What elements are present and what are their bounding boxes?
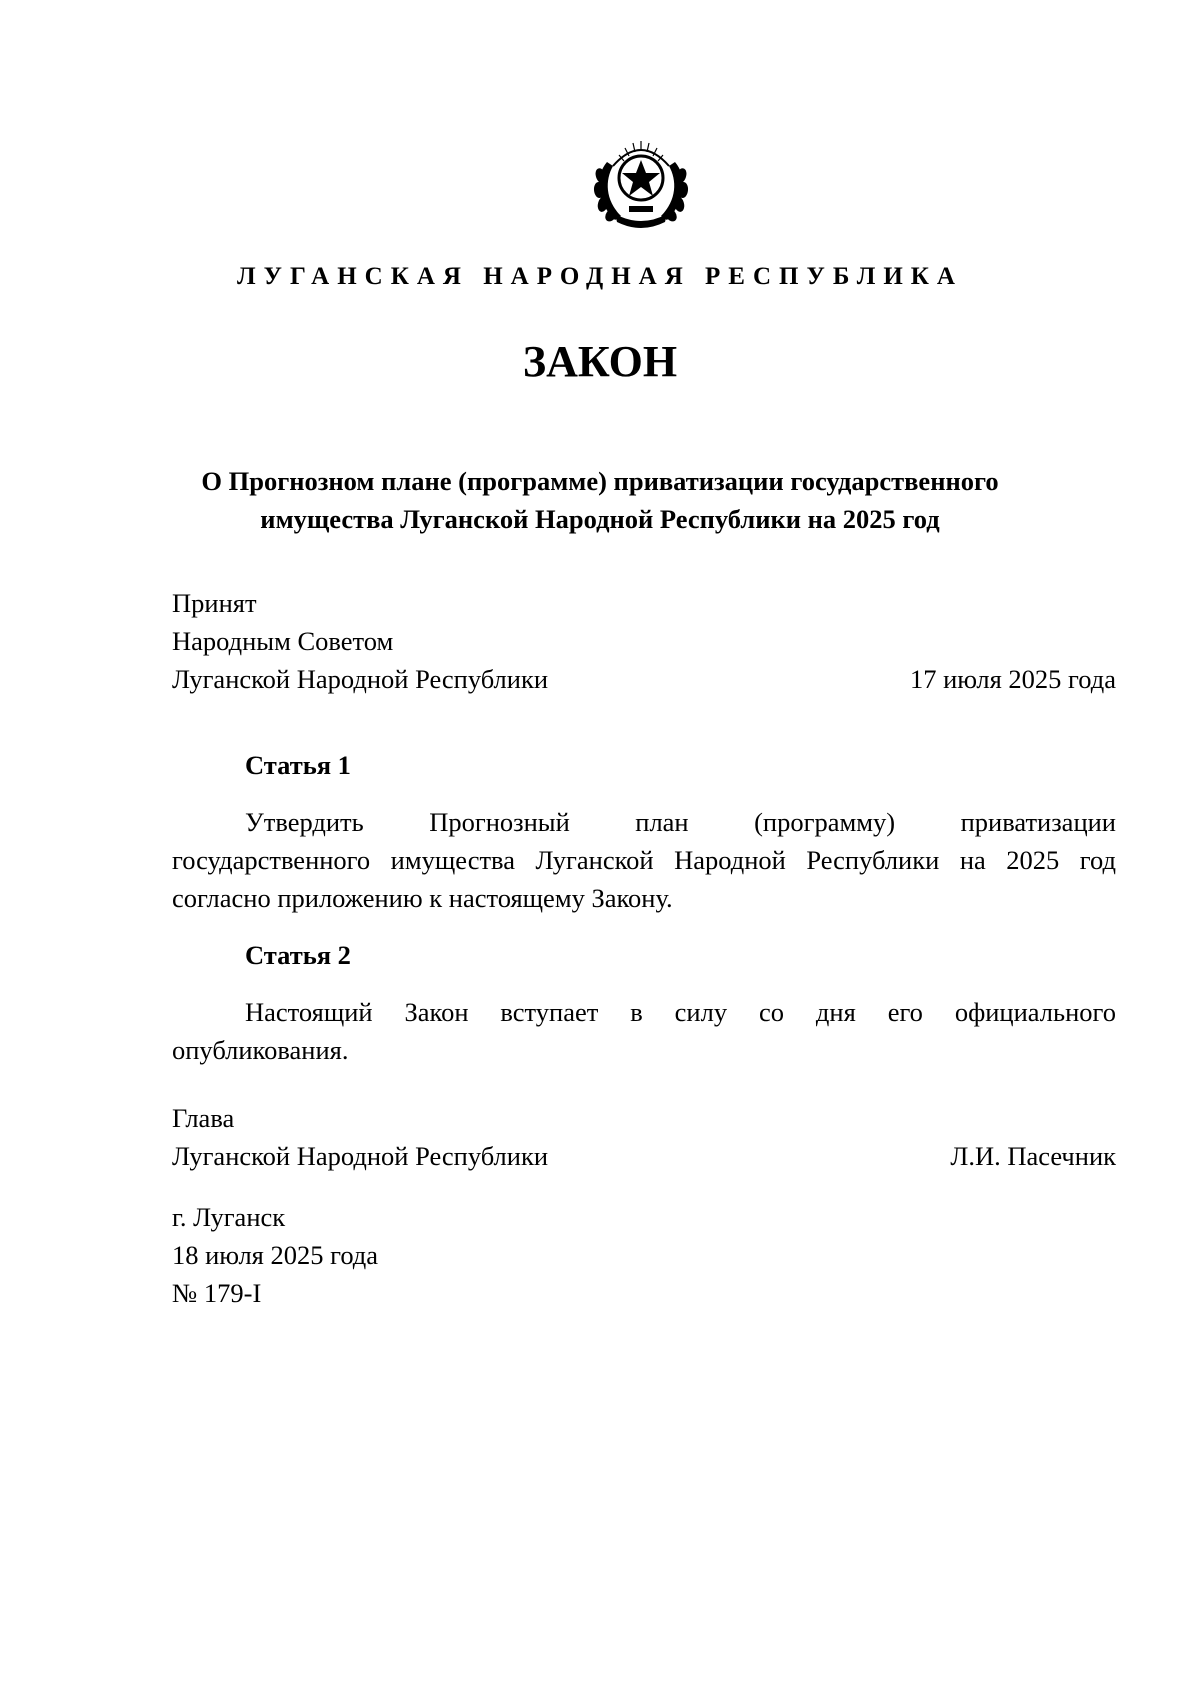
article-2-line: Настоящий Закон вступает в силу со дня его официального	[245, 997, 1116, 1027]
article-2-line: опубликования.	[172, 1035, 349, 1065]
law-number: № 179-I	[172, 1278, 262, 1308]
law-subject-line: О Прогнозном плане (программе) приватизации государственного	[201, 466, 999, 496]
adoption-body: Народным Советом	[172, 626, 394, 656]
law-subject-line: имущества Луганской Народной Республики на 2025 год	[260, 504, 940, 534]
article-1-line: государственного имущества Луганской Народной Республики на 2025 год	[172, 845, 1116, 875]
republic-name: ЛУГАНСКАЯ НАРОДНАЯ РЕСПУБЛИКА	[237, 263, 963, 290]
adoption-body-republic: Луганской Народной Республики	[172, 664, 549, 694]
issue-date: 18 июля 2025 года	[172, 1240, 379, 1270]
article-1-text	[172, 803, 1116, 917]
article-1-line: Утвердить Прогнозный план (программу) приватизации	[245, 807, 1116, 837]
article-2-heading: Статья 2	[245, 940, 351, 970]
signatory-name: Л.И. Пасечник	[950, 1141, 1116, 1171]
law-subject-title	[190, 462, 1010, 538]
article-2-text	[172, 993, 1116, 1069]
signatory-position-republic: Луганской Народной Республики	[172, 1141, 549, 1171]
lpr-coat-of-arms-icon	[585, 128, 697, 236]
signatory-position: Глава	[172, 1103, 235, 1133]
document-type-title: ЗАКОН	[522, 337, 678, 386]
article-1-line: согласно приложению к настоящему Закону.	[172, 883, 673, 913]
issue-city: г. Луганск	[172, 1202, 286, 1232]
adoption-date: 17 июля 2025 года	[909, 664, 1116, 694]
article-1-heading: Статья 1	[245, 750, 351, 780]
adoption-label: Принят	[172, 588, 257, 618]
